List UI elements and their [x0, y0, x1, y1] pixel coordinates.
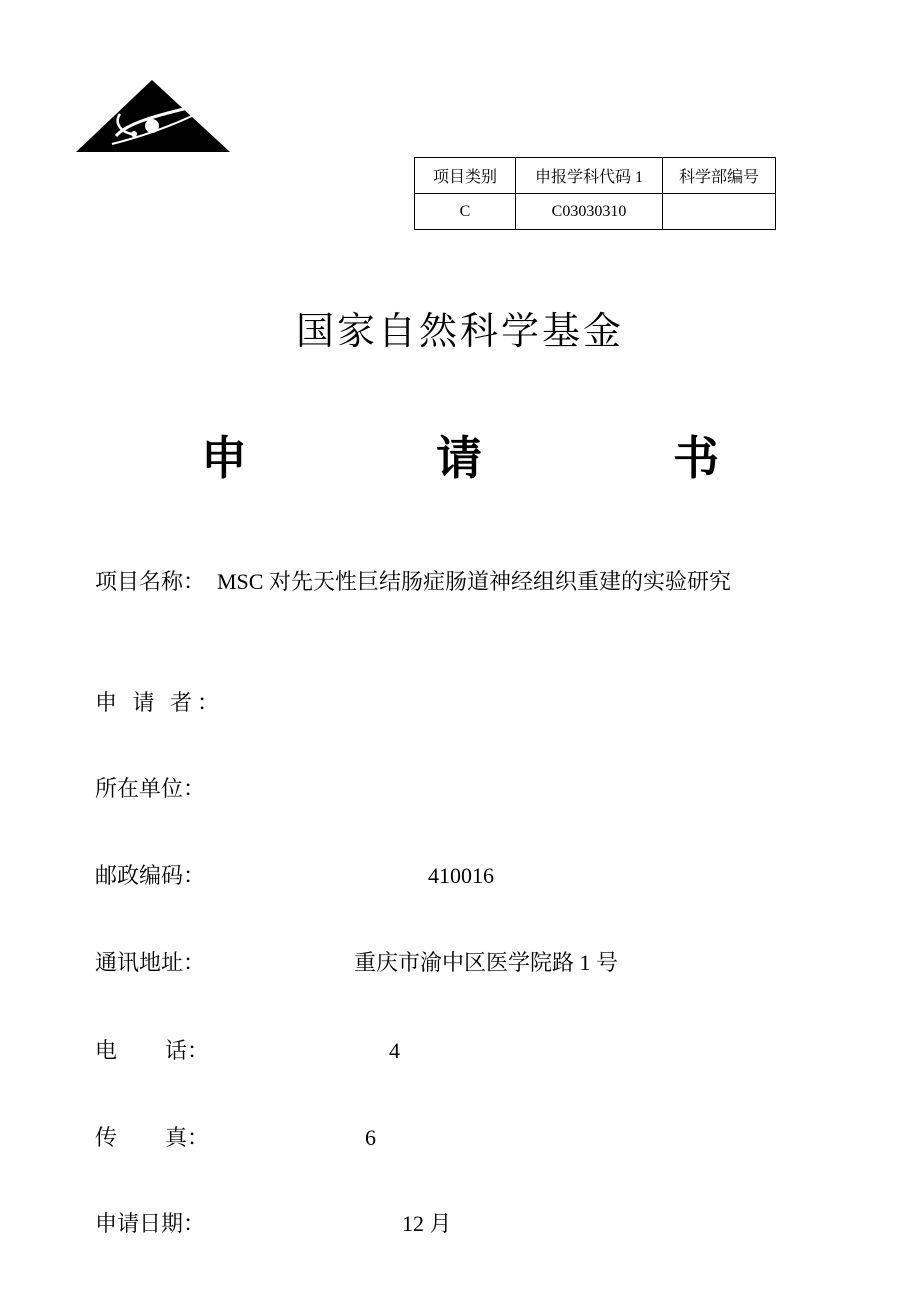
address-value: 重庆市渝中区医学院路 1 号 [354, 950, 619, 975]
address-label: 通讯地址： [95, 950, 206, 975]
header-discipline-code: 申报学科代码 1 [516, 158, 663, 194]
phone-label [95, 1036, 209, 1066]
nsfc-logo [76, 80, 230, 154]
applicant-label: 申 请 者： [95, 690, 225, 715]
phone-label-char-2: 话： [165, 1038, 210, 1063]
header-department-number: 科学部编号 [663, 158, 776, 194]
fund-title: 国家自然科学基金 [295, 309, 624, 353]
application-date-value: 12 月 [402, 1211, 452, 1236]
value-project-category: C [415, 194, 516, 230]
value-department-number [663, 194, 776, 230]
postal-code-value: 410016 [428, 863, 494, 888]
fax-label-char-1: 传 [95, 1125, 118, 1150]
doc-title-char-3: 书 [673, 431, 719, 485]
table-value-row [415, 194, 776, 230]
category-code-table [414, 157, 776, 230]
doc-title-char-1: 申 [201, 431, 247, 485]
header-project-category: 项目类别 [415, 158, 516, 194]
unit-label: 所在单位： [95, 776, 206, 801]
application-date-label: 申请日期： [95, 1211, 206, 1236]
fax-label [95, 1123, 209, 1153]
phone-label-char-1: 电 [95, 1038, 118, 1063]
project-name-value: MSC 对先天性巨结肠症肠道神经组织重建的实验研究 [217, 569, 731, 594]
doc-title-char-2: 请 [436, 431, 482, 485]
value-discipline-code: C03030310 [516, 194, 663, 230]
postal-code-label: 邮政编码： [95, 863, 206, 888]
fax-value: 6 [365, 1125, 376, 1150]
fax-label-char-2: 真： [165, 1125, 210, 1150]
phone-value: 4 [389, 1038, 400, 1063]
project-name-label: 项目名称： [95, 569, 206, 594]
table-header-row [415, 158, 776, 194]
